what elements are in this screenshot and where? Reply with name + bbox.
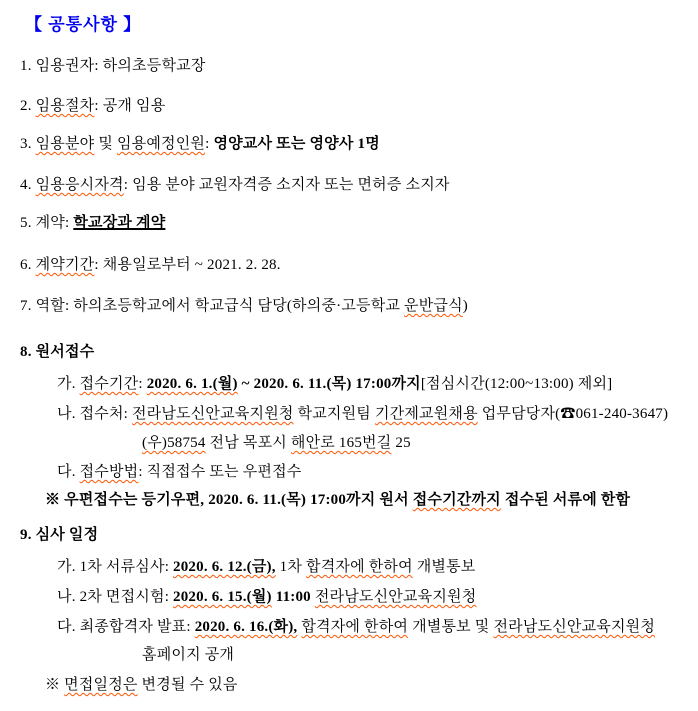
text-segment: 전남 목포시 [205, 435, 291, 451]
text-segment: 다. [57, 464, 80, 480]
text-segment: : [205, 136, 214, 152]
item-2-procedure [20, 96, 698, 116]
text-segment: 5. 계약: [20, 215, 74, 231]
text-segment: 다. 최종합격자 발표: [57, 619, 195, 635]
text-segment: 1차 [275, 559, 306, 575]
text-segment: 해안로 165번길 [290, 435, 392, 451]
text-segment: ※ 우편접수는 등기우편, 2020. 6. 11.(목) 17:00까지 원서 [45, 492, 413, 508]
item-8b-address [142, 433, 698, 453]
item-8c-method [57, 462, 698, 482]
item-7-role [20, 296, 698, 316]
text-segment: : 채용일로부터 ~ 2021. 2. 28. [94, 257, 281, 273]
text-segment: 7. 역할: 하의초등학교에서 학교급식 담당(하의중·고등학교 [20, 298, 405, 314]
text-segment: 4. [20, 177, 36, 193]
text-segment: 6. [20, 257, 36, 273]
item-6-contract-period [20, 255, 698, 275]
text-segment: 2020. 6. 15.(월) [173, 589, 272, 605]
text-segment: : 직접접수 또는 우편접수 [138, 464, 302, 480]
text-segment: 접수된 서류에 한함 [500, 492, 631, 508]
item-9-note-schedule [45, 675, 698, 695]
text-segment: 전라남도신안교육지원청 [493, 619, 656, 635]
text-segment: [점심시간(12:00~13:00) 제외] [420, 376, 613, 392]
text-segment: ) [462, 298, 468, 314]
text-segment: : [138, 376, 147, 392]
text-segment: 2020. 6. 16.(화), [194, 619, 298, 635]
text-segment: 8. 원서접수 [20, 344, 95, 360]
text-segment: 가. 1차 서류심사: [57, 559, 174, 575]
text-segment: 접수기간 [79, 376, 139, 392]
text-segment: : 공개 임용 [94, 98, 166, 114]
text-segment: 합격자에 한하여 [301, 619, 409, 635]
text-segment: 학교장과 계약 [73, 215, 166, 231]
item-9a-document-screening [57, 557, 698, 577]
document-body [0, 56, 698, 695]
text-segment: 학교지원팀 [293, 406, 375, 422]
text-segment: ※ [45, 677, 65, 693]
item-4-qualification [20, 175, 698, 195]
text-segment: 변경될 수 있음 [137, 677, 238, 693]
text-segment: 1. 임용권자: 하의초등학교장 [20, 58, 206, 74]
text-segment: 나. 2차 면접시험: [57, 589, 174, 605]
text-segment: 계약기간 [35, 257, 95, 273]
item-8b-place [57, 404, 698, 424]
text-segment: 임용분야 [35, 136, 95, 152]
text-segment: 접수기간까지 [412, 492, 501, 508]
text-segment: 홈페이지 공개 [142, 647, 235, 663]
text-segment: 운반급식 [404, 298, 463, 314]
text-segment: 영양교사 또는 영양사 1명 [213, 136, 380, 152]
text-segment: (우)58754 [142, 435, 206, 451]
text-segment: 개별통보 및 [408, 619, 494, 635]
text-segment: 합격자에 한하여 [306, 559, 413, 575]
text-segment: 25 [391, 435, 411, 451]
item-9-screening-header [20, 525, 698, 545]
text-segment: 2020. 6. 11.(목) 17:00까지 [253, 376, 421, 392]
text-segment: 전라남도신안교육지원청 [131, 406, 294, 422]
text-segment: 업무담당자(☎061-240-3647) [477, 406, 669, 422]
text-segment: 기간제교원채용 [374, 406, 478, 422]
item-8-note-mail [45, 490, 698, 510]
item-1-appointer [20, 56, 698, 76]
text-segment: 2020. 6. 1.(월) [146, 376, 238, 392]
item-5-contract [20, 213, 698, 233]
text-segment: 접수방법 [79, 464, 139, 480]
text-segment: 2020. 6. 12.(금), [173, 559, 276, 575]
text-segment: 개별통보 [412, 559, 476, 575]
text-segment: 3. [20, 136, 36, 152]
text-segment: 임용예정인원 [116, 136, 206, 152]
item-8a-period [57, 374, 698, 394]
item-3-field-headcount [20, 134, 698, 154]
text-segment: 9. 심사 일정 [20, 527, 99, 543]
item-9b-interview [57, 587, 698, 607]
text-segment: : 임용 분야 교원자격증 소지자 또는 면허증 소지자 [123, 177, 450, 193]
text-segment: ~ [237, 376, 254, 392]
text-segment: 및 [94, 136, 117, 152]
document-title: 【 공통사항 】 [25, 15, 142, 34]
text-segment: 2. [20, 98, 36, 114]
item-9c-continuation [142, 645, 698, 665]
text-segment: 11:00 [271, 589, 311, 605]
text-segment: 전라남도신안교육지원청 [314, 589, 477, 605]
text-segment: 임용응시자격 [35, 177, 124, 193]
text-segment: 임용절차 [35, 98, 95, 114]
text-segment: 가. [57, 376, 80, 392]
item-8-application-header [20, 342, 698, 362]
text-segment: 면접일정은 [64, 677, 138, 693]
text-segment: 나. 접수처: [57, 406, 132, 422]
item-9c-final-announcement [57, 617, 698, 637]
